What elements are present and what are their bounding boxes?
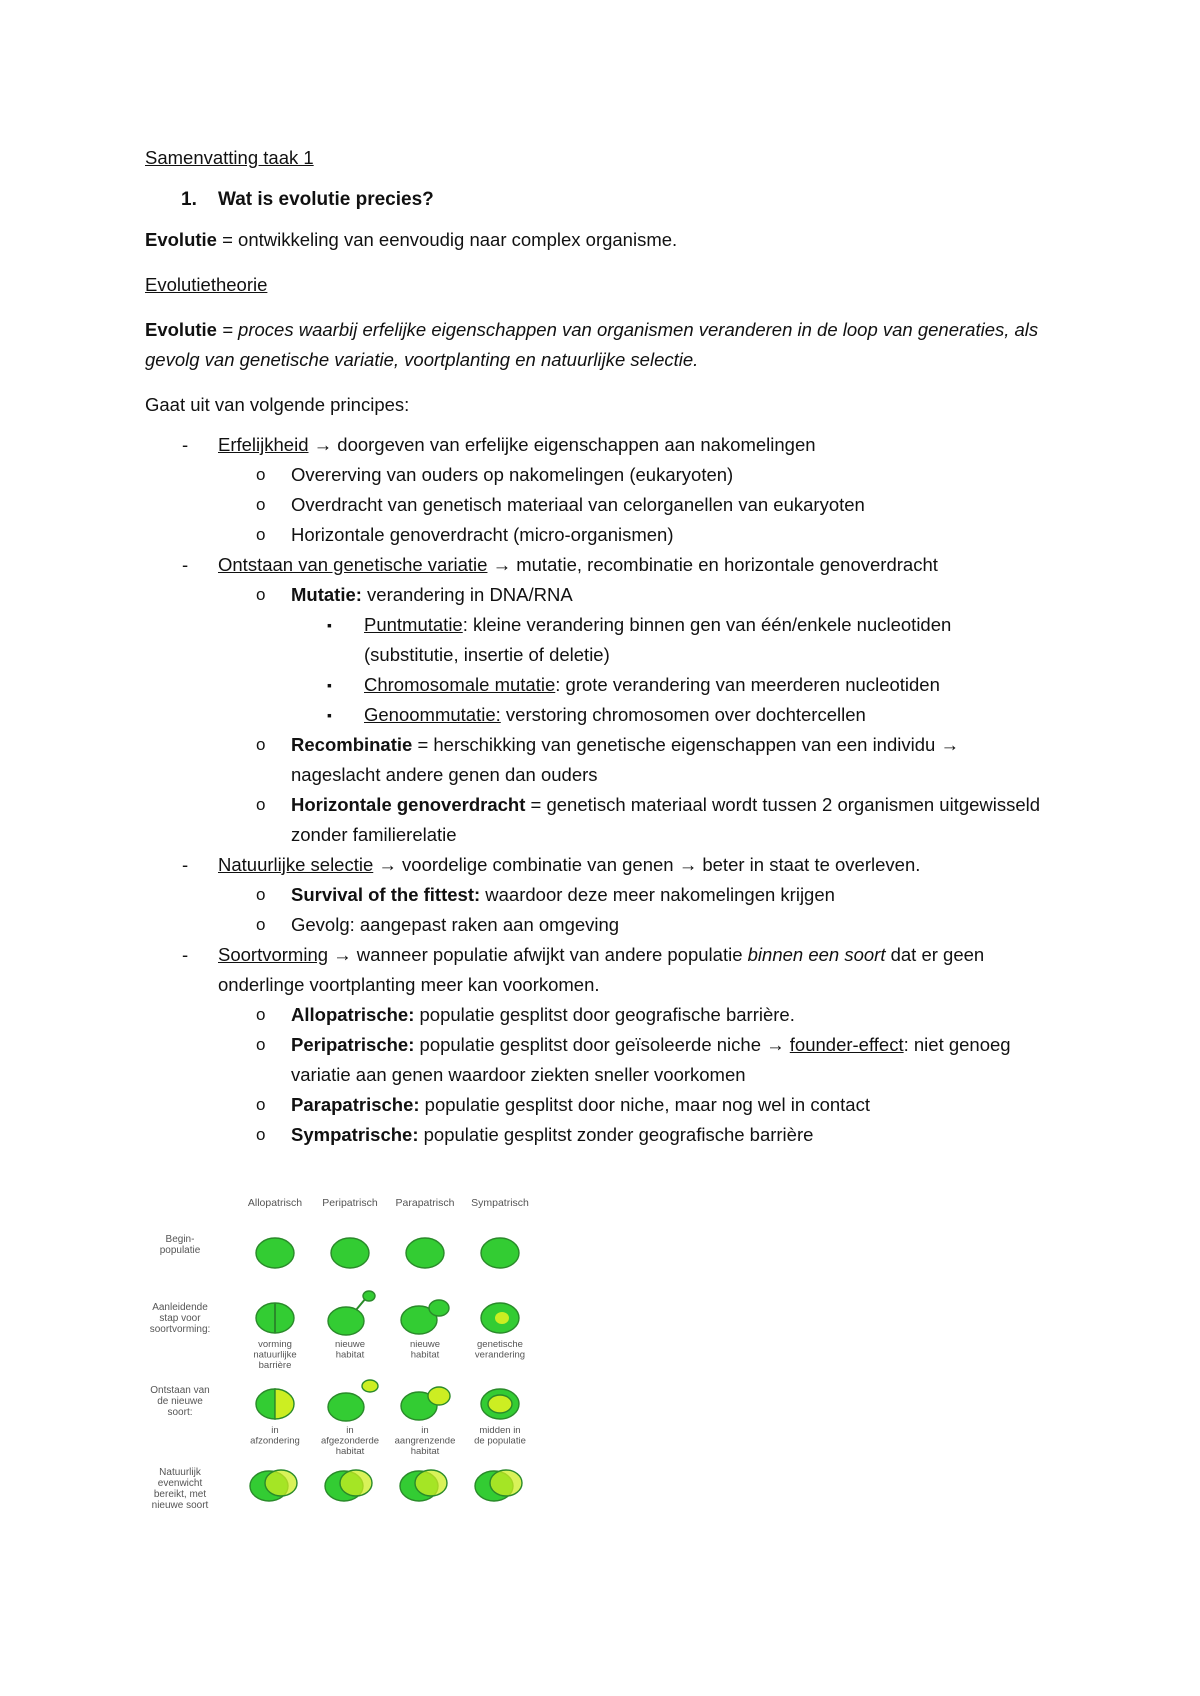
list-item [291, 670, 1045, 700]
origin-caption: in [271, 1425, 279, 1436]
term-text: populatie gesplitst zonder geografische barrière [418, 1124, 814, 1145]
term: Genoommutatie: [364, 704, 501, 725]
adjacent-ellipse [429, 1300, 449, 1316]
equilibrium-ellipse-b [340, 1470, 372, 1496]
principles-list [145, 430, 1045, 1150]
column-header: Sympatrisch [471, 1197, 529, 1209]
erfelijkheid-sublist [145, 460, 1045, 550]
principle-text-italic: binnen een soort [747, 944, 886, 965]
row-label: de nieuwe [157, 1396, 203, 1407]
step-caption: habitat [410, 1349, 440, 1361]
section-heading-text: Wat is evolutie precies? [218, 189, 434, 210]
list-item [218, 1090, 1045, 1120]
principle-text: mutatie, recombinatie en horizontale genoverdracht [511, 554, 938, 575]
mutant-core [495, 1312, 509, 1324]
principle-soortvorming [145, 940, 1045, 1150]
origin-caption: afzondering [250, 1435, 300, 1447]
term: Parapatrische: [291, 1094, 420, 1115]
speciation-figure [150, 1190, 550, 1550]
new-species-ellipse [428, 1387, 450, 1405]
row-label: Natuurlijk [159, 1467, 201, 1478]
step-caption: nieuwe [409, 1339, 441, 1350]
principles-intro: Gaat uit van volgende principes: [145, 394, 410, 415]
population-ellipse [328, 1393, 364, 1421]
definition-term: Evolutie [145, 319, 217, 340]
origin-caption: midden in [479, 1425, 521, 1436]
principle-genetische-variatie [145, 550, 1045, 850]
row-label: Ontstaan van [150, 1385, 210, 1396]
row-label: Begin- [165, 1234, 195, 1245]
document-title: Samenvatting taak 1 [145, 147, 314, 168]
term-text: = herschikking van genetische eigenschappen van een individu [412, 734, 941, 755]
origin-caption: aangrenzende [394, 1435, 456, 1447]
list-item: o Horizontale genoverdracht (micro-organismen) [218, 520, 1045, 550]
list-item [218, 1120, 1045, 1150]
step-caption: nieuwe [334, 1339, 366, 1350]
definition-evolutie-1 [145, 225, 1045, 255]
origin-caption: de populatie [474, 1435, 526, 1447]
definition-text: = proces waarbij erfelijke eigenschappen van organismen veranderen in de loop van generaties, als gevolg van genetische variatie, voortplanting en natuurlijke selectie. [145, 319, 1039, 370]
list-item [218, 910, 1045, 940]
principle-text: doorgeven van erfelijke eigenschappen aan nakomelingen [332, 434, 816, 455]
bud-ellipse [363, 1291, 375, 1301]
term: Horizontale genoverdracht [291, 794, 526, 815]
term-text: nageslacht andere genen dan ouders [291, 764, 598, 785]
list-item: o Overerving van ouders op nakomelingen (eukaryoten) [218, 460, 1045, 490]
list-item-mutatie [218, 580, 1045, 730]
arrow-icon: → [766, 1034, 785, 1055]
origin-caption: in [421, 1425, 429, 1436]
step-caption: genetische [477, 1339, 523, 1350]
document-body [145, 143, 1045, 1150]
list-item [291, 610, 1045, 670]
population-ellipse [331, 1238, 369, 1268]
step-caption: barrière [258, 1360, 292, 1371]
speciation-diagram [150, 1190, 550, 1550]
step-caption: vorming [258, 1339, 292, 1350]
new-species-ellipse [362, 1380, 378, 1392]
row-label: populatie [159, 1245, 201, 1256]
row-label: soortvorming: [150, 1324, 211, 1335]
row-label: evenwicht [157, 1478, 203, 1489]
origin-caption: in [346, 1425, 354, 1436]
column-header: Parapatrisch [395, 1197, 455, 1209]
term: Peripatrische: [291, 1034, 415, 1055]
term: Sympatrische: [291, 1124, 419, 1145]
term: Mutatie: [291, 584, 362, 605]
row-label: bereikt, met [153, 1489, 207, 1500]
mutatie-sublist [291, 610, 1045, 730]
arrow-icon: → [678, 854, 698, 875]
origin-caption: habitat [410, 1446, 440, 1457]
arrow-icon: → [333, 944, 352, 965]
column-header: Peripatrisch [322, 1197, 378, 1209]
population-ellipse [481, 1238, 519, 1268]
equilibrium-ellipse-b [265, 1470, 297, 1496]
principle-text: dat er geen onderlinge voortplanting meer kan voorkomen. [218, 944, 985, 995]
principle-label: Soortvorming [218, 944, 329, 965]
arrow-icon: → [378, 854, 397, 875]
variatie-sublist [145, 580, 1045, 850]
term: Puntmutatie [364, 614, 463, 635]
principle-text: beter in staat te overleven. [697, 854, 921, 875]
equilibrium-ellipse-b [415, 1470, 447, 1496]
row-label: Aanleidende [152, 1302, 208, 1313]
term-text: : kleine verandering binnen gen van één/enkele nucleotiden (substitutie, insertie of deletie) [364, 614, 952, 665]
term-text: Gevolg: aangepast raken aan omgeving [291, 914, 620, 935]
population-ellipse [406, 1238, 444, 1268]
list-item: o Overdracht van genetisch materiaal van celorganellen van eukaryoten [218, 490, 1045, 520]
term: Allopatrische: [291, 1004, 415, 1025]
term: Chromosomale mutatie [364, 674, 556, 695]
principle-text: wanneer populatie afwijkt van andere populatie [351, 944, 748, 965]
arrow-icon: → [492, 554, 512, 575]
list-item-horizontaal [218, 790, 1045, 850]
soortvorming-sublist [145, 1000, 1045, 1150]
population-ellipse [328, 1307, 364, 1335]
species-half-left [256, 1389, 275, 1419]
term-text: populatie gesplitst door niche, maar nog wel in contact [419, 1094, 870, 1115]
subheading-evolutietheorie: Evolutietheorie [145, 274, 268, 295]
term-text: verandering in DNA/RNA [361, 584, 573, 605]
new-species-ellipse [488, 1395, 512, 1413]
step-caption: natuurlijke [253, 1349, 297, 1361]
equilibrium-ellipse-b [490, 1470, 522, 1496]
step-caption: habitat [335, 1349, 365, 1361]
term-text: waardoor deze meer nakomelingen krijgen [480, 884, 835, 905]
arrow-icon: → [940, 734, 959, 755]
term-text: populatie gesplitst door geïsoleerde niche [414, 1034, 767, 1055]
term-text: populatie gesplitst door geografische barrière. [414, 1004, 795, 1025]
definition-term: Evolutie [145, 229, 217, 250]
principle-erfelijkheid [145, 430, 1045, 550]
principle-natuurlijke-selectie [145, 850, 1045, 940]
definition-evolutie-2 [145, 315, 1045, 375]
section-heading [145, 185, 1045, 215]
principle-text: voordelige combinatie van genen [396, 854, 679, 875]
principle-label: Erfelijkheid [218, 434, 309, 455]
list-item-recombinatie [218, 730, 1045, 790]
step-caption: verandering [474, 1349, 526, 1361]
list-item [291, 700, 1045, 730]
term-founder-effect: founder-effect [789, 1034, 904, 1055]
section-number: 1. [181, 189, 197, 210]
selectie-sublist [145, 880, 1045, 940]
term: Survival of the fittest: [291, 884, 481, 905]
population-ellipse [256, 1238, 294, 1268]
principle-label: Natuurlijke selectie [218, 854, 374, 875]
term-text: : niet genoeg variatie aan genen waardoor ziekten sneller voorkomen [291, 1034, 1011, 1085]
term-text: verstoring chromosomen over dochtercellen [500, 704, 866, 725]
row-label: nieuwe soort [151, 1500, 209, 1511]
origin-caption: habitat [335, 1446, 365, 1457]
column-header: Allopatrisch [247, 1197, 303, 1209]
term-text: : grote verandering van meerderen nucleotiden [555, 674, 940, 695]
row-label: stap voor [159, 1313, 201, 1324]
list-item [218, 1030, 1045, 1090]
definition-text: = ontwikkeling van eenvoudig naar complex organisme. [216, 229, 678, 250]
list-item [218, 1000, 1045, 1030]
row-label: soort: [167, 1407, 193, 1418]
species-half-right [275, 1389, 294, 1419]
principle-label: Ontstaan van genetische variatie [218, 554, 488, 575]
term: Recombinatie [291, 734, 413, 755]
origin-caption: afgezonderde [320, 1435, 380, 1447]
term-text: = genetisch materiaal wordt tussen 2 organismen uitgewisseld zonder familierelatie [291, 794, 1041, 845]
arrow-icon: → [313, 434, 333, 455]
list-item [218, 880, 1045, 910]
